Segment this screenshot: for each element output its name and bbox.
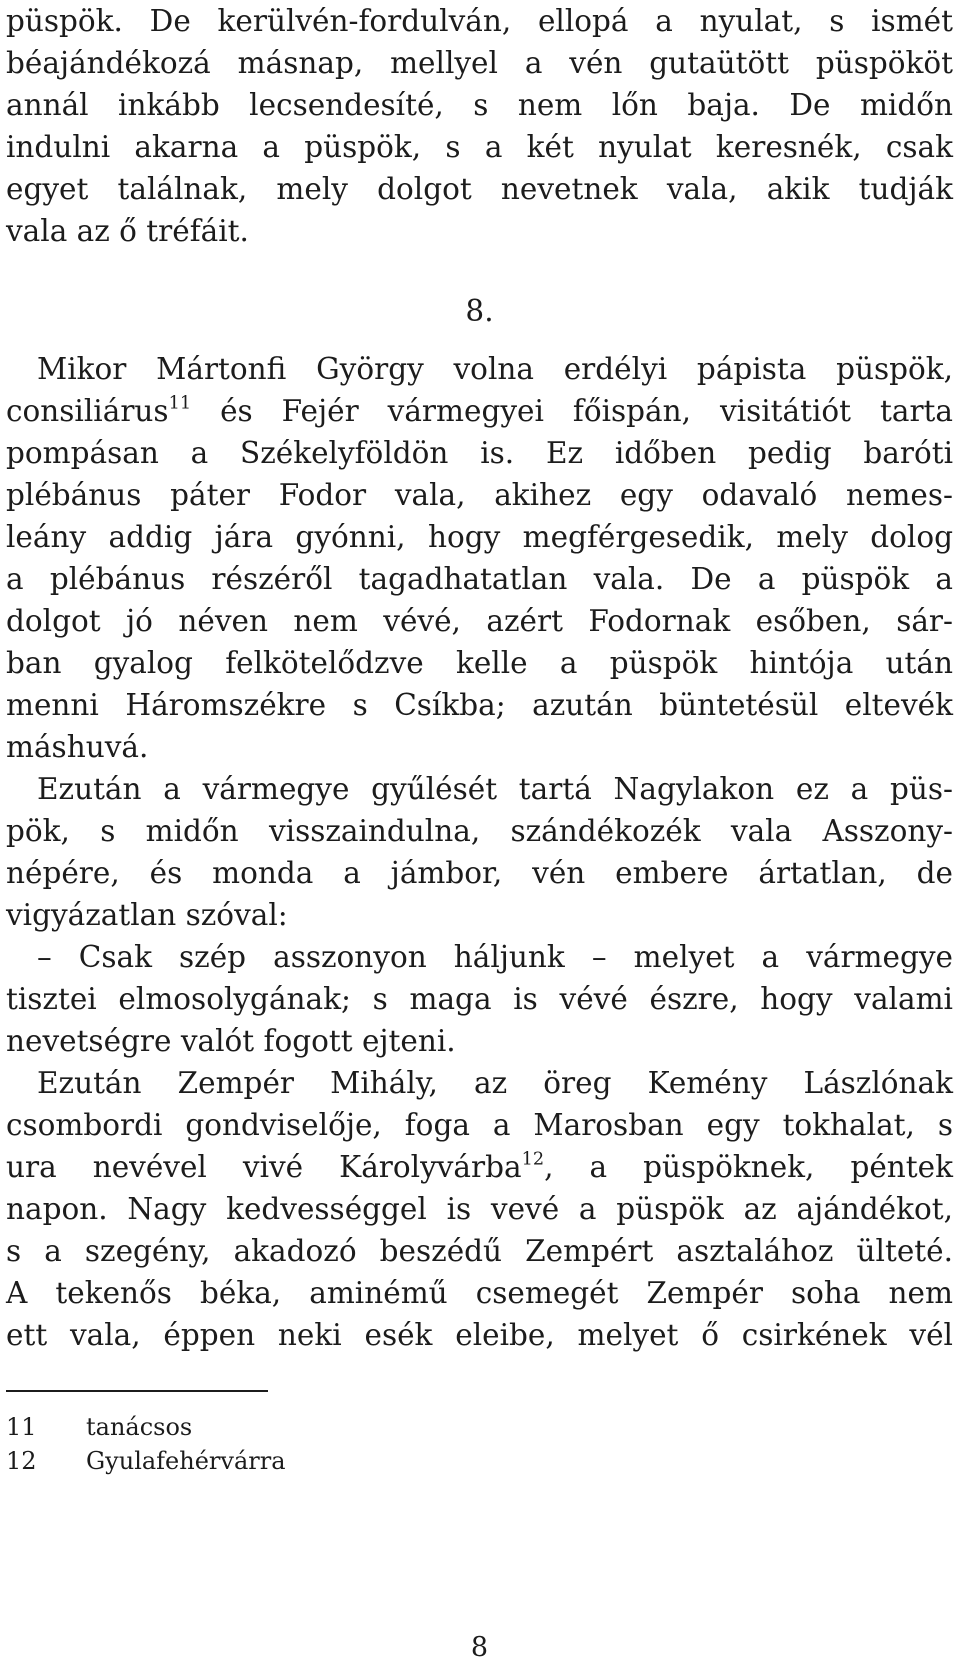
footnote-text: tanácsos (86, 1413, 193, 1441)
text-fragment: consiliárus (6, 394, 169, 428)
text-line: leány addig jára gyónni, hogy megférgesedik, mely dolog (6, 520, 953, 554)
text-line: s a szegény, akadozó beszédű Zempért asztalához ülteté. (6, 1234, 953, 1268)
text-line: – Csak szép asszonyon háljunk – melyet a vármegye (37, 940, 953, 974)
footnote-number: 12 (6, 1447, 37, 1475)
text-line: napon. Nagy kedvességgel is vevé a püspök az ajándékot, (6, 1192, 953, 1226)
text-line: menni Háromszékre s Csíkba; azután büntetésül eltevék (6, 688, 953, 722)
text-line: Mikor Mártonfi György volna erdélyi pápista püspök, (37, 352, 953, 386)
text-line: vala az ő tréfáit. (6, 214, 249, 248)
text-line: dolgot jó néven nem vévé, azért Fodornak esőben, sár- (6, 604, 953, 638)
section-heading: 8. (465, 294, 494, 328)
text-line: pök, s midőn visszaindulna, szándékozék vala Asszony- (6, 814, 953, 848)
text-line: indulni akarna a püspök, s a két nyulat keresnék, csak (6, 130, 953, 164)
text-line: ban gyalog felkötelődzve kelle a püspök hintója után (6, 646, 953, 680)
page-number: 8 (470, 1632, 489, 1663)
footnote-11 (6, 1410, 192, 1444)
text-line: vigyázatlan szóval: (6, 898, 288, 932)
text-line: tisztei elmosolygának; s maga is vévé észre, hogy valami (6, 982, 953, 1016)
text-line: plébánus páter Fodor vala, akihez egy odavaló nemes- (6, 478, 953, 512)
text-line: béajándékozá másnap, mellyel a vén gutaütött püspököt (6, 46, 953, 80)
text-line (6, 390, 953, 432)
book-page (6, 0, 953, 1671)
footnote-separator (6, 1390, 268, 1392)
footnote-text: Gyulafehérvárra (86, 1447, 286, 1475)
text-line: nevetségre valót fogott ejteni. (6, 1024, 456, 1058)
text-line: Ezután a vármegye gyűlését tartá Nagylakon ez a püs- (37, 772, 953, 806)
footnote-12 (6, 1444, 286, 1478)
text-line: egyet találnak, mely dolgot nevetnek vala, akik tudják (6, 172, 953, 206)
footnote-number: 11 (6, 1413, 37, 1441)
text-line: népére, és monda a jámbor, vén embere ártatlan, de (6, 856, 953, 890)
text-line: Ezután Zempér Mihály, az öreg Kemény Lászlónak (37, 1066, 953, 1100)
footnote-ref-12[interactable]: 12 (521, 1149, 545, 1170)
text-fragment: és Fejér vármegyei főispán, visitátiót tarta (191, 394, 953, 428)
text-line: pompásan a Székelyföldön is. Ez időben pedig baróti (6, 436, 953, 470)
text-line: püspök. De kerülvén-fordulván, ellopá a nyulat, s ismét (6, 4, 953, 38)
text-fragment: , a püspöknek, péntek (544, 1150, 953, 1184)
text-line: a plébánus részéről tagadhatatlan vala. De a püspök a (6, 562, 953, 596)
footnote-ref-11[interactable]: 11 (168, 393, 192, 414)
text-line: csombordi gondviselője, foga a Marosban egy tokhalat, s (6, 1108, 953, 1142)
text-line: máshuvá. (6, 730, 149, 764)
text-line: annál inkább lecsendesíté, s nem lőn baja. De midőn (6, 88, 953, 122)
text-line: ett vala, éppen neki esék eleibe, melyet ő csirkének vél (6, 1318, 953, 1352)
text-fragment: ura nevével vivé Károlyvárba (6, 1150, 522, 1184)
text-line: A tekenős béka, aminémű csemegét Zempér soha nem (6, 1276, 953, 1310)
text-line (6, 1146, 953, 1188)
